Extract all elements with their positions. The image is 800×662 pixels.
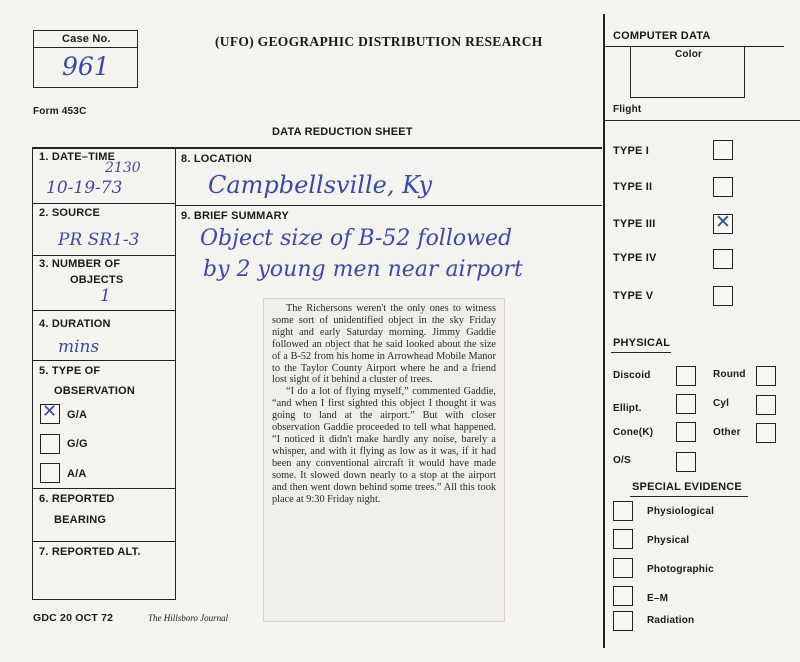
physiological-checkbox[interactable]: [613, 501, 633, 521]
source-value: PR SR1-3: [58, 230, 140, 250]
duration-value: mins: [58, 337, 100, 357]
case-number-label: Case No.: [62, 33, 111, 45]
location-bottom-line: [176, 205, 602, 206]
radiation-label: Radiation: [647, 615, 695, 626]
physical-section-label: PHYSICAL: [613, 337, 671, 349]
gdc-footer: GDC 20 OCT 72: [33, 612, 114, 624]
bearing-label-line1: 6. REPORTED: [39, 493, 115, 505]
obs-aa-label: A/A: [67, 468, 87, 480]
type-3-label: TYPE III: [613, 218, 656, 230]
type-1-label: TYPE I: [613, 145, 650, 157]
date-time-label: 1. DATE–TIME: [39, 151, 116, 163]
grid-column-divider: [175, 147, 176, 599]
computer-data-label: COMPUTER DATA: [613, 30, 711, 42]
newspaper-clipping: [263, 298, 505, 622]
row-line-1: [32, 203, 176, 204]
obs-ga-check-mark: ✕: [42, 401, 58, 422]
ellipt-label: Ellipt.: [613, 403, 642, 414]
type-4-label: TYPE IV: [613, 252, 657, 264]
case-number-value: 961: [62, 52, 110, 81]
row-line-3: [32, 310, 176, 311]
grid-left-border: [32, 147, 33, 599]
obs-ga-label: G/A: [67, 409, 88, 421]
number-value: 1: [100, 286, 111, 306]
physical-evidence-label: Physical: [647, 535, 690, 546]
physical-underline: [611, 352, 671, 353]
grid-top-line: [32, 147, 602, 149]
source-label: 2. SOURCE: [39, 207, 101, 219]
clipping-paragraph-2: “I do a lot of flying myself,” commented Gaddie, “and when I first sighted this object I thought it was going to land at the airport.” But with closer observation Gaddie proceeded to tell what happened. “I noticed it didn't make hardly any noise, barely a whisper, and with it flying as low as it was, if it had been any conventional aircraft it would have made some. It slowed down nearly to a stop at the airport and then went down behind some trees.” All this took place at 9:30 Friday night.: [272, 386, 496, 505]
special-evidence-label: SPECIAL EVIDENCE: [632, 481, 742, 493]
duration-label: 4. DURATION: [39, 318, 111, 330]
physiological-label: Physiological: [647, 506, 715, 517]
em-label: E–M: [647, 593, 669, 604]
location-label: 8. LOCATION: [181, 153, 253, 165]
cyl-checkbox[interactable]: [756, 395, 776, 415]
cone-checkbox[interactable]: [676, 422, 696, 442]
type-3-check-mark: ✕: [715, 211, 731, 233]
date-value: 10-19-73: [46, 178, 123, 198]
form-title: (UFO) GEOGRAPHIC DISTRIBUTION RESEARCH: [215, 34, 543, 49]
type-1-checkbox[interactable]: [713, 140, 733, 160]
photographic-checkbox[interactable]: [613, 558, 633, 578]
number-label-line2: OBJECTS: [70, 274, 124, 286]
clipping-source: The Hillsboro Journal: [148, 613, 229, 623]
obs-gg-label: G/G: [67, 438, 88, 450]
type-2-label: TYPE II: [613, 181, 653, 193]
os-label: O/S: [613, 455, 631, 466]
location-value: Campbellsville, Ky: [208, 171, 433, 199]
type-5-label: TYPE V: [613, 290, 654, 302]
altitude-label: 7. REPORTED ALT.: [39, 546, 141, 558]
grid-bottom-line: [32, 599, 176, 600]
obs-aa-checkbox[interactable]: [40, 463, 60, 483]
em-checkbox[interactable]: [613, 586, 633, 606]
other-label: Other: [713, 427, 741, 438]
sheet-title: DATA REDUCTION SHEET: [272, 126, 413, 138]
type-5-checkbox[interactable]: [713, 286, 733, 306]
case-number-divider: [33, 47, 138, 48]
type-observation-label-line1: 5. TYPE OF: [39, 365, 101, 377]
type-4-checkbox[interactable]: [713, 249, 733, 269]
physical-evidence-checkbox[interactable]: [613, 529, 633, 549]
number-label-line1: 3. NUMBER OF: [39, 258, 121, 270]
cyl-label: Cyl: [713, 398, 730, 409]
photographic-label: Photographic: [647, 564, 714, 575]
summary-label: 9. BRIEF SUMMARY: [181, 210, 289, 222]
discoid-checkbox[interactable]: [676, 366, 696, 386]
discoid-label: Discoid: [613, 370, 651, 381]
row-line-6: [32, 541, 176, 542]
ellipt-checkbox[interactable]: [676, 394, 696, 414]
row-line-4: [32, 360, 176, 361]
cone-label: Cone(K): [613, 427, 654, 438]
obs-gg-checkbox[interactable]: [40, 434, 60, 454]
row-line-5: [32, 488, 176, 489]
summary-line-1: Object size of B-52 followed: [200, 226, 513, 251]
time-value: 2130: [105, 160, 141, 176]
os-checkbox[interactable]: [676, 452, 696, 472]
flight-underline: [604, 120, 800, 121]
bearing-label-line2: BEARING: [54, 514, 107, 526]
row-line-2: [32, 255, 176, 256]
flight-label: Flight: [613, 104, 642, 115]
right-panel-border: [603, 14, 605, 648]
type-observation-label-line2: OBSERVATION: [54, 385, 136, 397]
radiation-checkbox[interactable]: [613, 611, 633, 631]
color-label: Color: [675, 49, 703, 60]
other-checkbox[interactable]: [756, 423, 776, 443]
special-evidence-underline: [630, 496, 748, 497]
type-2-checkbox[interactable]: [713, 177, 733, 197]
clipping-paragraph-1: The Richersons weren't the only ones to witness some sort of unidentified object in the sky Friday night and early Saturday morning. Jimmy Gaddie followed an object that he said looked about the size of a B-52 from his home in Arrowhead Mobile Manor to the Taylor County Airport where he and a friend lost sight of it behind a cluster of trees.: [272, 303, 496, 386]
form-number: Form 453C: [33, 106, 87, 117]
round-label: Round: [713, 369, 746, 380]
summary-line-2: by 2 young men near airport: [203, 257, 523, 282]
round-checkbox[interactable]: [756, 366, 776, 386]
